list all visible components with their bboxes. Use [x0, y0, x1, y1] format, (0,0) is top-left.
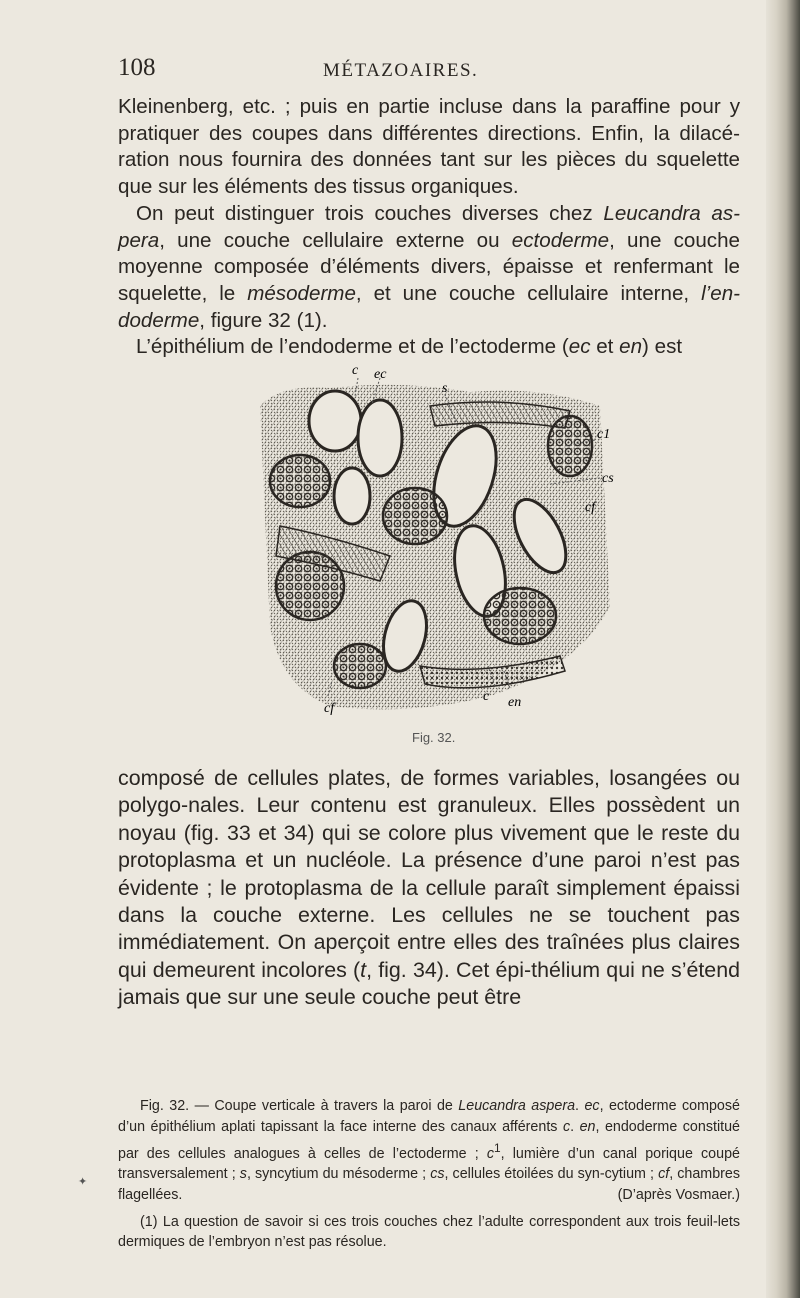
figure-drawing: [240, 366, 630, 718]
figure-number: Fig. 32.: [412, 730, 456, 745]
label-c1: c1: [597, 427, 611, 442]
label-ec: ec: [374, 367, 387, 382]
page-number: 108: [118, 54, 156, 81]
label-en: en: [508, 695, 522, 710]
page-header: [118, 54, 738, 84]
label-s: s: [442, 381, 448, 396]
label-c-top: c: [352, 366, 359, 378]
caption-credit: (D’après Vosmaer.): [617, 1186, 740, 1203]
canal-lumen: [309, 391, 361, 451]
footnote: (1) La question de savoir si ces trois couches chez l’adulte correspondent aux trois feuil-lets dermiques de l’embryon n’est pas résolue.: [118, 1214, 740, 1250]
running-title: MÉTAZOAIRES.: [323, 60, 479, 81]
book-spine-shadow: [766, 0, 800, 1298]
paragraph-4: composé de cellules plates, de formes variables, losangées ou polygo-nales. Leur contenu est granuleux. Elles possèdent un noyau (fig. 33 et 34) qui se colore plus vivement que le reste du protoplasma et un nucléole. La présence d’une paroi n’est pas évidente ; le protoplasma de la cellule paraît simplement épaissi dans la couche externe. Les cellules ne se touchent pas immédiatement. On aperçoit entre elles des traînées plus claires qui demeurent incolores (t, fig. 34). Cet épi-thélium qui ne s’étend jamais que sur une seule couche peut être: [118, 766, 740, 1010]
label-cs: cs: [602, 471, 614, 486]
margin-mark: ✦: [78, 1175, 88, 1188]
paragraph-2: On peut distinguer trois couches diverses chez Leucandra as- pera, une couche cellulaire externe ou ectoderme, une couche moyenne composée d’éléments divers, épaisse et renfermant le squelette, le mésoderme, et une couche cellulaire interne, l’en- doderme, figure 32 (1).: [118, 201, 741, 332]
flagellated-chamber: [270, 455, 330, 507]
body-text-top: [118, 94, 740, 361]
figure-caption: Fig. 32. — Coupe verticale à travers la paroi de Leucandra aspera. ec, ectoderme composé d’un épithélium aplati tapissant la face interne des canaux afférents c. en, endoderme constitué par des cellules analogues à celles de l’ectoderme ; $c^1$, lumière d’un canal porique coupé transversalement ; s, syncytium du mésoderme ; cs, cellules étoilées du syn-cytium ; cf, chambres flagellées. (D’après Vosmaer.): [118, 1096, 740, 1206]
label-c-bottom: c: [483, 689, 490, 704]
paragraph-3: L’épithélium de l’endoderme et de l’ectoderme (ec et en) est: [136, 335, 683, 359]
label-cf-right: cf: [585, 500, 596, 515]
body-text-bottom: [118, 765, 740, 1012]
label-cf-bottom: cf: [324, 701, 335, 716]
paragraph-1: Kleinenberg, etc. ; puis en partie incluse dans la paraffine pour y pratiquer des coupes dans différentes directions. Enfin, la dilacé- ration nous fournira des données tant sur les pièces du squelette que sur les éléments des tissus organiques.: [118, 95, 740, 199]
histology-figure: [240, 366, 630, 718]
